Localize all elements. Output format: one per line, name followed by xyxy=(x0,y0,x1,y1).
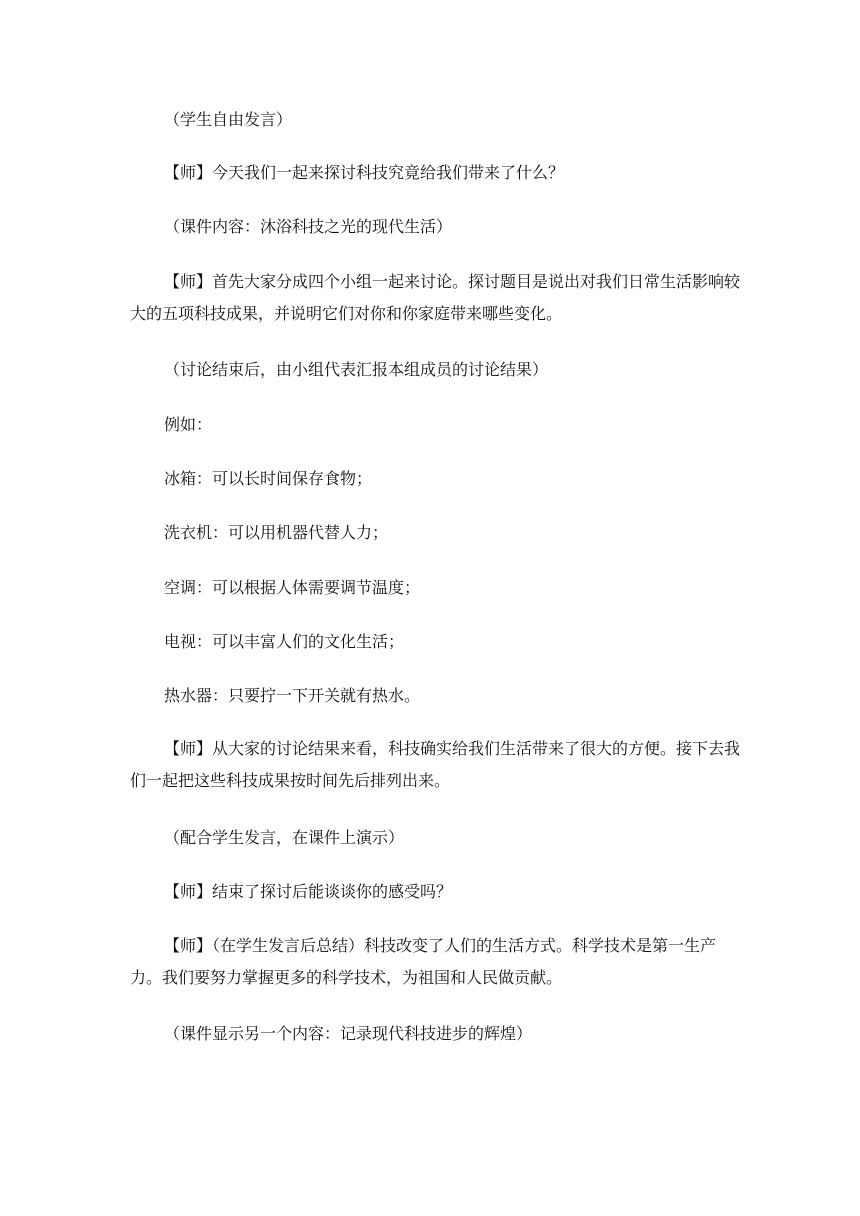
paragraph-example-heading: 例如： xyxy=(164,415,213,434)
paragraph-students-speak: （学生自由发言） xyxy=(164,110,293,129)
paragraph-courseware-content: （课件内容：沐浴科技之光的现代生活） xyxy=(164,217,453,236)
paragraph-teacher-summary: 【师】（在学生发言后总结）科技改变了人们的生活方式。科学技术是第一生产力。我们要努力掌握更多的科学技术，为祖国和人民做贡献。 xyxy=(130,936,717,987)
paragraph-discussion-report: （讨论结束后，由小组代表汇报本组成员的讨论结果） xyxy=(164,360,549,379)
paragraph-example-tv: 电视：可以丰富人们的文化生活； xyxy=(164,632,405,651)
paragraph-example-fridge: 冰箱：可以长时间保存食物； xyxy=(164,469,373,488)
paragraph-teacher-feelings: 【师】结束了探讨后能谈谈你的感受吗？ xyxy=(164,882,453,901)
paragraph-courseware-demo: （配合学生发言，在课件上演示） xyxy=(164,828,405,847)
paragraph-example-heater: 热水器：只要拧一下开关就有热水。 xyxy=(164,686,421,705)
paragraph-example-washer: 洗衣机：可以用机器代替人力； xyxy=(164,523,389,542)
paragraph-teacher-question: 【师】今天我们一起来探讨科技究竟给我们带来了什么？ xyxy=(164,163,565,182)
paragraph-courseware-record: （课件显示另一个内容：记录现代科技进步的辉煌） xyxy=(164,1024,533,1043)
paragraph-teacher-convenience: 【师】从大家的讨论结果来看，科技确实给我们生活带来了很大的方便。接下去我们一起把这些科技成果按时间先后排列出来。 xyxy=(130,739,741,790)
paragraph-example-aircon: 空调：可以根据人体需要调节温度； xyxy=(164,578,421,597)
paragraph-teacher-discussion: 【师】首先大家分成四个小组一起来讨论。探讨题目是说出对我们日常生活影响较大的五项科技成果，并说明它们对你和你家庭带来哪些变化。 xyxy=(130,272,741,323)
